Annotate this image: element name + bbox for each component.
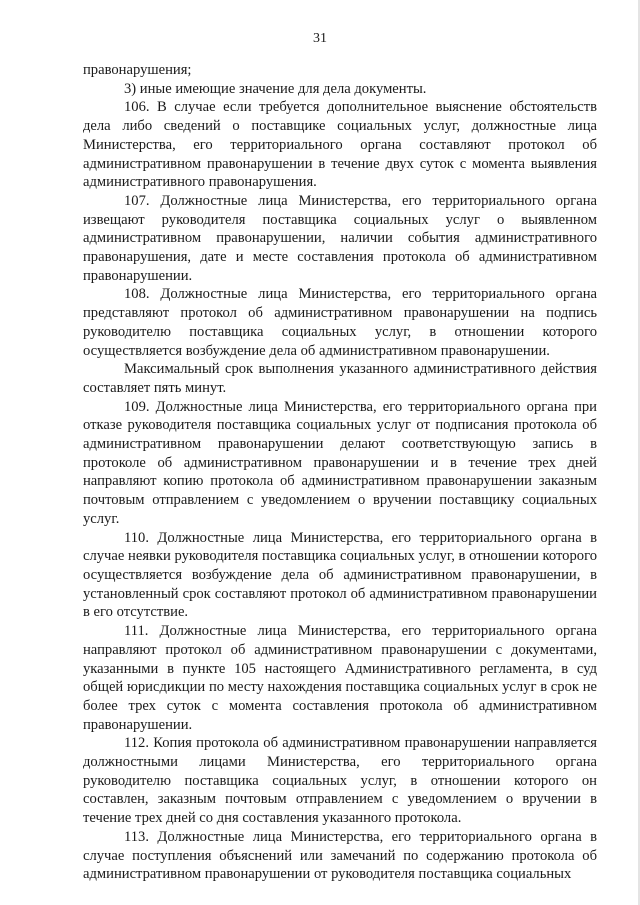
paragraph: 3) иные имеющие значение для дела документы. bbox=[124, 80, 427, 97]
document-body bbox=[83, 61, 597, 884]
paragraph-112: 112. Копия протокола об административном правонарушении направляется должностными лицами Министерства, его территориального органа руководителю поставщика социальных услуг, в отношении которого он составлен, заказным почтовым отправлением с уведомлением о вручении в течение трех дней со дня составления указанного протокола. bbox=[83, 735, 597, 827]
paragraph-109: 109. Должностные лица Министерства, его территориального органа при отказе руководителя поставщика социальных услуг от подписания протокола об административном правонарушении делают соответствующую запись в протоколе об административном правонарушении и в течение трех дней направляют копию протокола об административном правонарушении заказным почтовым отправлением с уведомлением о вручении поставщику социальных услуг. bbox=[83, 398, 597, 527]
paragraph: правонарушения; bbox=[83, 62, 192, 78]
paragraph-106: 106. В случае если требуется дополнительное выяснение обстоятельств дела либо сведений о поставщике социальных услуг, должностные лица Министерства, его территориального органа составляют протокол об административном правонарушении в течение двух суток с момента выявления административного правонарушения. bbox=[83, 99, 597, 191]
paragraph: Максимальный срок выполнения указанного административного действия составляет пять минут. bbox=[83, 361, 597, 396]
paragraph-107: 107. Должностные лица Министерства, его территориального органа извещают руководителя поставщика социальных услуг о выявленном административном правонарушении, наличии события административного правонарушения, дате и месте составления протокола об административном правонарушении. bbox=[83, 192, 597, 284]
paragraph-108: 108. Должностные лица Министерства, его территориального органа представляют протокол об административном правонарушении на подпись руководителю поставщика социальных услуг, в отношении которого осуществляется возбуждение дела об административном правонарушении. bbox=[83, 286, 597, 359]
paragraph-111: 111. Должностные лица Министерства, его территориального органа направляют протокол об административном правонарушении с документами, указанными в пункте 105 настоящего Административного регламента, в суд общей юрисдикции по месту нахождения поставщика социальных услуг в срок не более трех суток с момента составления протокола об административном правонарушении. bbox=[83, 623, 597, 733]
paragraph-113: 113. Должностные лица Министерства, его территориального органа в случае поступления объяснений или замечаний по содержанию протокола об административном правонарушении от руководителя поставщика социальных bbox=[83, 828, 597, 883]
paragraph-110: 110. Должностные лица Министерства, его территориального органа в случае неявки руководителя поставщика социальных услуг, в отношении которого осуществляется возбуждение дела об административном правонарушении, в установленный срок составляют протокол об административном правонарушении в его отсутствие. bbox=[83, 529, 597, 621]
page-number: 31 bbox=[313, 31, 327, 46]
